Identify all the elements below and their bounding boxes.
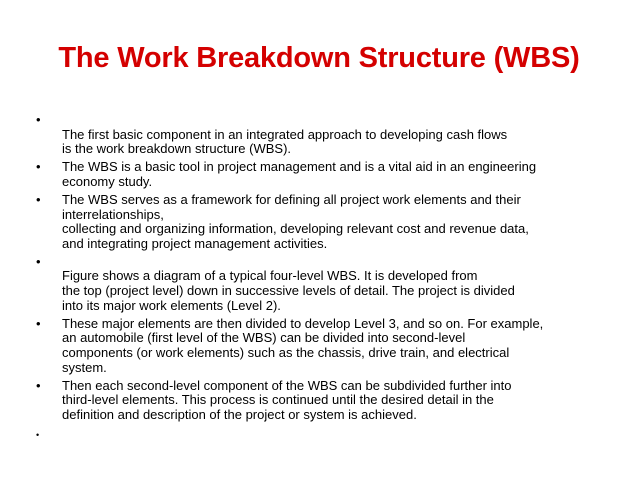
bullet-text-line: system. xyxy=(62,359,107,375)
bullet-marker: • xyxy=(36,253,41,269)
bullet-text-line xyxy=(62,255,611,270)
bullet-marker: • xyxy=(36,377,41,393)
bullet-marker: • xyxy=(36,429,40,440)
bullet-text-line: The WBS is a basic tool in project management and is a vital aid in an engineering xyxy=(62,159,537,175)
bullet-text-line: an automobile (first level of the WBS) can be divided into second-level xyxy=(62,330,466,346)
bullet-item xyxy=(36,193,611,251)
bullet-text-line: definition and description of the project or system is achieved. xyxy=(62,406,417,422)
bullet-text-line: components (or work elements) such as the chassis, drive train, and electrical xyxy=(62,344,510,360)
bullet-text-line: These major elements are then divided to develop Level 3, and so on. For example, xyxy=(62,315,544,331)
bullet-item xyxy=(36,379,611,423)
bullet-marker: • xyxy=(36,159,41,175)
bullet-text-line: The first basic component in an integrated approach to developing cash flows xyxy=(62,126,508,142)
bullet-text-line: economy study. xyxy=(62,173,153,189)
bullet-text-line: and integrating project management activities. xyxy=(62,235,328,251)
bullet-item xyxy=(36,426,611,441)
bullet-text-line: Then each second-level component of the WBS can be subdivided further into xyxy=(62,377,512,393)
bullet-marker: • xyxy=(36,315,41,331)
bullet-text-line: the top (project level) down in successive levels of detail. The project is divided xyxy=(62,283,515,299)
bullet-text-line: Figure shows a diagram of a typical four-level WBS. It is developed from xyxy=(62,268,478,284)
bullet-text-line: collecting and organizing information, developing relevant cost and revenue data, xyxy=(62,221,529,237)
bullet-item xyxy=(36,317,611,375)
bullet-list xyxy=(36,113,611,444)
bullet-text-line xyxy=(62,426,611,441)
bullet-item xyxy=(36,113,611,157)
bullet-marker: • xyxy=(36,191,41,207)
bullet-text-line: is the work breakdown structure (WBS). xyxy=(62,141,292,157)
bullet-item xyxy=(36,160,611,189)
bullet-text-line xyxy=(62,113,611,128)
bullet-text-line: into its major work elements (Level 2). xyxy=(62,297,281,313)
bullet-marker: • xyxy=(36,112,41,127)
bullet-text-line: third-level elements. This process is continued until the desired detail in the xyxy=(62,392,494,408)
bullet-item xyxy=(36,255,611,313)
bullet-text-line: interrelationships, xyxy=(62,206,164,222)
bullet-text-line: The WBS serves as a framework for defining all project work elements and their xyxy=(62,191,521,207)
slide-title: The Work Breakdown Structure (WBS) xyxy=(58,42,580,74)
